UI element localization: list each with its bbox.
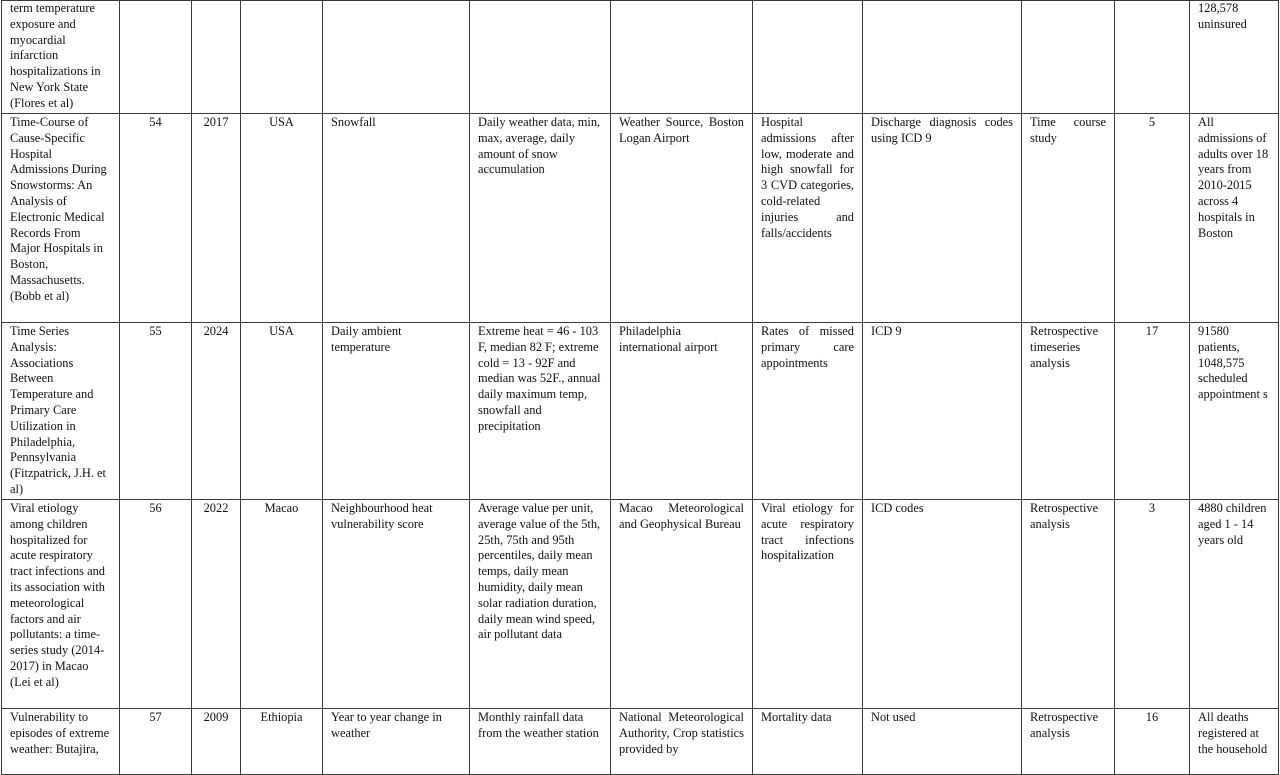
outcome-measure-cell: Discharge diagnosis codes using ICD 9 bbox=[863, 114, 1022, 323]
year-cell: 2022 bbox=[192, 500, 241, 709]
quality-score-cell: 3 bbox=[1115, 500, 1190, 709]
weather-data-cell: Average value per unit, average value of the 5th, 25th, 75th and 95th percentiles, daily mean temps, daily mean humidity, daily mean solar radiation duration, daily mean wind speed, air pollutant data bbox=[470, 500, 611, 709]
study-design-cell bbox=[1022, 1, 1115, 114]
study-title-cell: Time Series Analysis: Associations Between Temperature and Primary Care Utilization in Philadelphia, Pennsylvania (Fitzpatrick, J.H. et al) bbox=[2, 323, 120, 500]
table-row bbox=[2, 114, 1279, 323]
study-characteristics-table bbox=[1, 0, 1279, 775]
weather-data-cell: Extreme heat = 46 - 103 F, median 82 F; extreme cold = 13 - 92F and median was 52F., annual daily maximum temp, snowfall and precipitation bbox=[470, 323, 611, 500]
study-table-container bbox=[1, 0, 1278, 775]
study-title-cell: term temperature exposure and myocardial infarction hospitalizations in New York State (Flores et al) bbox=[2, 1, 120, 114]
study-design-cell: Retrospective timeseries analysis bbox=[1022, 323, 1115, 500]
table-row bbox=[2, 323, 1279, 500]
quality-score-cell: 16 bbox=[1115, 709, 1190, 775]
outcome-measure-cell: ICD codes bbox=[863, 500, 1022, 709]
table-row bbox=[2, 500, 1279, 709]
table-body bbox=[2, 1, 1279, 775]
country-cell bbox=[241, 1, 323, 114]
study-title-cell: Time-Course of Cause-Specific Hospital Admissions During Snowstorms: An Analysis of Electronic Medical Records From Major Hospitals in Boston, Massachusetts. (Bobb et al) bbox=[2, 114, 120, 323]
population-cell: All admissions of adults over 18 years from 2010-2015 across 4 hospitals in Boston bbox=[1190, 114, 1279, 323]
year-cell bbox=[192, 1, 241, 114]
table-row bbox=[2, 1, 1279, 114]
population-cell: All deaths registered at the household bbox=[1190, 709, 1279, 775]
study-title-cell: Vulnerability to episodes of extreme weather: Butajira, bbox=[2, 709, 120, 775]
study-number-cell: 54 bbox=[120, 114, 192, 323]
exposure-cell: Snowfall bbox=[323, 114, 470, 323]
outcome-cell: Mortality data bbox=[753, 709, 863, 775]
country-cell: USA bbox=[241, 114, 323, 323]
study-design-cell: Retrospective analysis bbox=[1022, 500, 1115, 709]
weather-source-cell: National Meteorological Authority, Crop statistics provided by bbox=[611, 709, 753, 775]
population-cell: 4880 children aged 1 - 14 years old bbox=[1190, 500, 1279, 709]
outcome-cell: Viral etiology for acute respiratory tract infections hospitalization bbox=[753, 500, 863, 709]
outcome-measure-cell bbox=[863, 1, 1022, 114]
weather-data-cell: Daily weather data, min, max, average, daily amount of snow accumulation bbox=[470, 114, 611, 323]
exposure-cell: Daily ambient temperature bbox=[323, 323, 470, 500]
outcome-cell bbox=[753, 1, 863, 114]
study-number-cell: 56 bbox=[120, 500, 192, 709]
country-cell: USA bbox=[241, 323, 323, 500]
country-cell: Macao bbox=[241, 500, 323, 709]
study-number-cell bbox=[120, 1, 192, 114]
outcome-cell: Hospital admissions after low, moderate and high snowfall for 3 CVD categories, cold-related injuries and falls/accidents bbox=[753, 114, 863, 323]
weather-data-cell: Monthly rainfall data from the weather station bbox=[470, 709, 611, 775]
weather-source-cell: Macao Meteorological and Geophysical Bureau bbox=[611, 500, 753, 709]
outcome-measure-cell: Not used bbox=[863, 709, 1022, 775]
study-design-cell: Time course study bbox=[1022, 114, 1115, 323]
outcome-cell: Rates of missed primary care appointments bbox=[753, 323, 863, 500]
study-design-cell: Retrospective analysis bbox=[1022, 709, 1115, 775]
population-cell: 128,578 uninsured bbox=[1190, 1, 1279, 114]
weather-source-cell bbox=[611, 1, 753, 114]
country-cell: Ethiopia bbox=[241, 709, 323, 775]
exposure-cell: Neighbourhood heat vulnerability score bbox=[323, 500, 470, 709]
exposure-cell bbox=[323, 1, 470, 114]
outcome-measure-cell: ICD 9 bbox=[863, 323, 1022, 500]
study-title-cell: Viral etiology among children hospitalized for acute respiratory tract infections and its association with meteorological factors and air pollutants: a time-series study (2014-2017) in Macao (Lei et al) bbox=[2, 500, 120, 709]
table-row bbox=[2, 709, 1279, 775]
exposure-cell: Year to year change in weather bbox=[323, 709, 470, 775]
quality-score-cell: 5 bbox=[1115, 114, 1190, 323]
study-number-cell: 55 bbox=[120, 323, 192, 500]
study-number-cell: 57 bbox=[120, 709, 192, 775]
population-cell: 91580 patients, 1048,575 scheduled appointment s bbox=[1190, 323, 1279, 500]
quality-score-cell bbox=[1115, 1, 1190, 114]
year-cell: 2009 bbox=[192, 709, 241, 775]
year-cell: 2024 bbox=[192, 323, 241, 500]
weather-data-cell bbox=[470, 1, 611, 114]
quality-score-cell: 17 bbox=[1115, 323, 1190, 500]
weather-source-cell: Philadelphia international airport bbox=[611, 323, 753, 500]
year-cell: 2017 bbox=[192, 114, 241, 323]
weather-source-cell: Weather Source, Boston Logan Airport bbox=[611, 114, 753, 323]
